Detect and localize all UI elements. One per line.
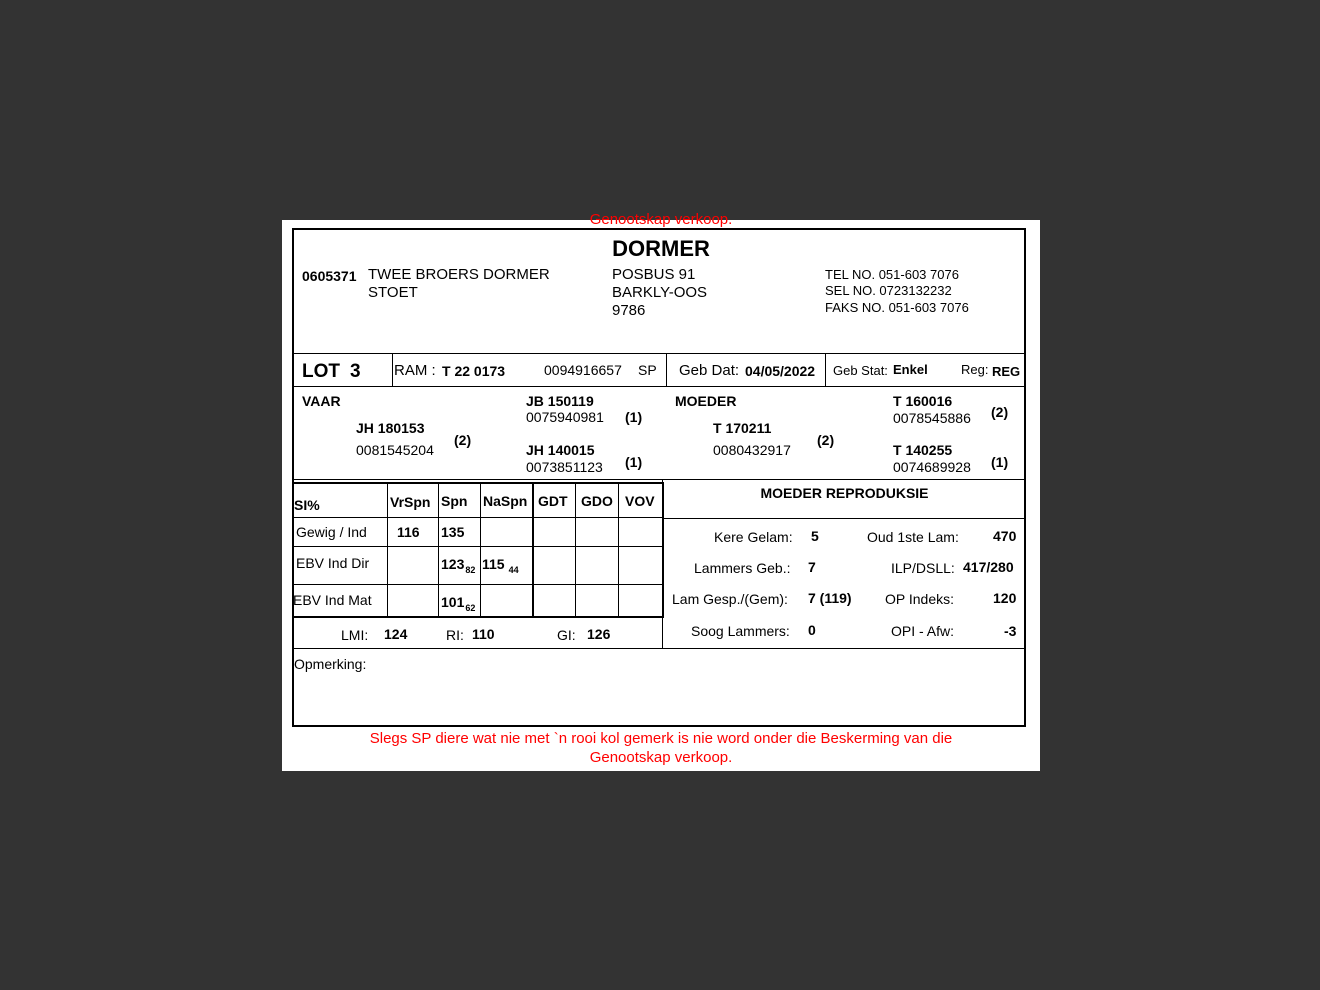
geb-stat-value: Enkel [893, 362, 928, 377]
lot-divider-1 [392, 353, 393, 386]
row2-naspn-subscript: 44 [508, 565, 519, 575]
perf-row3-line [292, 616, 664, 618]
row1-label: Gewig / Ind [296, 524, 367, 540]
row3-spn [441, 594, 475, 613]
geb-dat-label: Geb Dat: [679, 362, 740, 379]
ilp-dsll-label: ILP/DSLL: [891, 560, 955, 576]
breeder-id: 0605371 [302, 268, 357, 284]
lammers-geb-value: 7 [808, 559, 816, 575]
perf-header-line [292, 517, 664, 518]
row2-naspn-value: 115 [482, 556, 505, 572]
row2-spn-subscript: 82 [465, 565, 476, 575]
sp-status: SP [638, 362, 657, 378]
perf-col-divider-6 [618, 482, 619, 617]
footer-line2: Genootskap verkoop. [589, 749, 733, 766]
header-naspn: NaSpn [483, 493, 528, 509]
row3-spn-subscript: 62 [465, 603, 476, 613]
remarks-label: Opmerking: [294, 656, 367, 672]
border-bottom [292, 725, 1026, 727]
address-line2: BARKLY-OOS [612, 284, 708, 301]
lot-label: LOT [302, 361, 340, 382]
sire-sire-id: JB 150119 [526, 393, 594, 409]
reg-value: REG [992, 364, 1021, 379]
border-left [292, 228, 294, 727]
footer-line1: Slegs SP diere wat nie met `n rooi kol gemerk is nie word onder die Beskerming van die [369, 730, 953, 747]
faks-number: FAKS NO. 051-603 7076 [825, 300, 969, 315]
row2-label: EBV Ind Dir [296, 555, 370, 571]
opi-afw-label: OPI - Afw: [891, 623, 955, 639]
sire-id: JH 180153 [356, 420, 425, 436]
sire-sire-grade: (1) [625, 409, 643, 425]
header-gdt: GDT [538, 493, 568, 509]
lot-row-bottom-line [292, 386, 1026, 387]
gi-label: GI: [557, 627, 576, 643]
ram-reg-number: 0094916657 [544, 362, 622, 378]
ram-label: RAM : [394, 362, 436, 379]
tel-number: TEL NO. 051-603 7076 [825, 267, 959, 282]
ilp-dsll-value: 417/280 [963, 559, 1014, 575]
header-gdo: GDO [581, 493, 613, 509]
ri-label: RI: [446, 627, 464, 643]
reg-label: Reg: [961, 362, 989, 377]
header-vrspn: VrSpn [390, 494, 431, 510]
lot-divider-3 [825, 353, 826, 386]
soog-lammers-value: 0 [808, 622, 816, 638]
dam-dam-number: 0074689928 [893, 459, 971, 475]
header-spn: Spn [441, 493, 468, 509]
breeder-name-line2: STOET [368, 284, 418, 301]
op-indeks-label: OP Indeks: [885, 591, 955, 607]
row2-naspn [482, 556, 519, 575]
oud-lam-label: Oud 1ste Lam: [867, 529, 959, 545]
geb-dat-value: 04/05/2022 [745, 363, 816, 379]
row3-label: EBV Ind Mat [293, 592, 372, 608]
border-top [292, 228, 1026, 230]
ri-value: 110 [472, 626, 495, 642]
dam-id: T 170211 [713, 420, 772, 436]
ram-id: T 22 0173 [442, 363, 506, 379]
perf-col-divider-1 [387, 482, 388, 617]
opi-afw-value: -3 [1004, 623, 1017, 639]
sire-sire-number: 0075940981 [526, 409, 604, 425]
perf-table-top-line [292, 482, 664, 484]
dam-number: 0080432917 [713, 442, 791, 458]
repro-left-line [662, 480, 663, 649]
lmi-value: 124 [384, 626, 408, 642]
moeder-label: MOEDER [675, 393, 737, 409]
oud-lam-value: 470 [993, 528, 1017, 544]
dam-sire-grade: (2) [991, 404, 1009, 420]
row1-vrspn: 116 [397, 524, 420, 540]
dam-grade: (2) [817, 432, 835, 448]
row3-spn-value: 101 [441, 594, 465, 610]
op-indeks-value: 120 [993, 590, 1017, 606]
soog-lammers-label: Soog Lammers: [691, 623, 790, 639]
lammers-geb-label: Lammers Geb.: [694, 560, 791, 576]
dam-sire-number: 0078545886 [893, 410, 971, 426]
sire-grade: (2) [454, 432, 472, 448]
header-vov: VOV [625, 493, 655, 509]
row2-spn-value: 123 [441, 556, 465, 572]
perf-row2-line [292, 584, 664, 585]
row2-spn [441, 556, 475, 575]
sire-dam-number: 0073851123 [526, 459, 603, 475]
repro-title: MOEDER REPRODUKSIE [760, 485, 929, 501]
vaar-label: VAAR [302, 393, 341, 409]
lam-gesp-label: Lam Gesp./(Gem): [672, 591, 788, 607]
dam-dam-grade: (1) [991, 454, 1009, 470]
lot-number: 3 [350, 361, 361, 382]
address-line1: POSBUS 91 [612, 266, 696, 283]
top-note-fragment: Genootskap verkoop. [589, 211, 733, 228]
index-row-bottom-line [292, 648, 1026, 649]
lam-gesp-value: 7 (119) [808, 590, 852, 606]
perf-row1-line [292, 546, 664, 547]
lot-row-top-line [292, 353, 1026, 354]
breeder-name-line1: TWEE BROERS DORMER [368, 266, 550, 283]
sale-catalog-page [282, 211, 1040, 771]
pedigree-bottom-line [292, 479, 1026, 480]
perf-col-divider-3 [480, 482, 481, 617]
row1-spn: 135 [441, 524, 465, 540]
kere-gelam-label: Kere Gelam: [714, 529, 793, 545]
lmi-label: LMI: [341, 627, 369, 643]
sire-number: 0081545204 [356, 442, 434, 458]
perf-col-divider-2 [438, 482, 439, 617]
dam-dam-id: T 140255 [893, 442, 953, 458]
breed-title: DORMER [612, 236, 710, 261]
perf-col-divider-5 [575, 482, 576, 617]
perf-col-divider-4 [532, 482, 534, 617]
geb-stat-label: Geb Stat: [833, 363, 888, 378]
sire-dam-grade: (1) [625, 454, 643, 470]
repro-title-line [663, 518, 1026, 519]
gi-value: 126 [587, 626, 611, 642]
sire-dam-id: JH 140015 [526, 442, 595, 458]
kere-gelam-value: 5 [811, 528, 819, 544]
border-right [1024, 228, 1026, 727]
sel-number: SEL NO. 0723132232 [825, 283, 952, 298]
dam-sire-id: T 160016 [893, 393, 953, 409]
address-line3: 9786 [612, 302, 646, 319]
header-si: SI% [294, 497, 320, 513]
lot-divider-2 [666, 353, 667, 386]
